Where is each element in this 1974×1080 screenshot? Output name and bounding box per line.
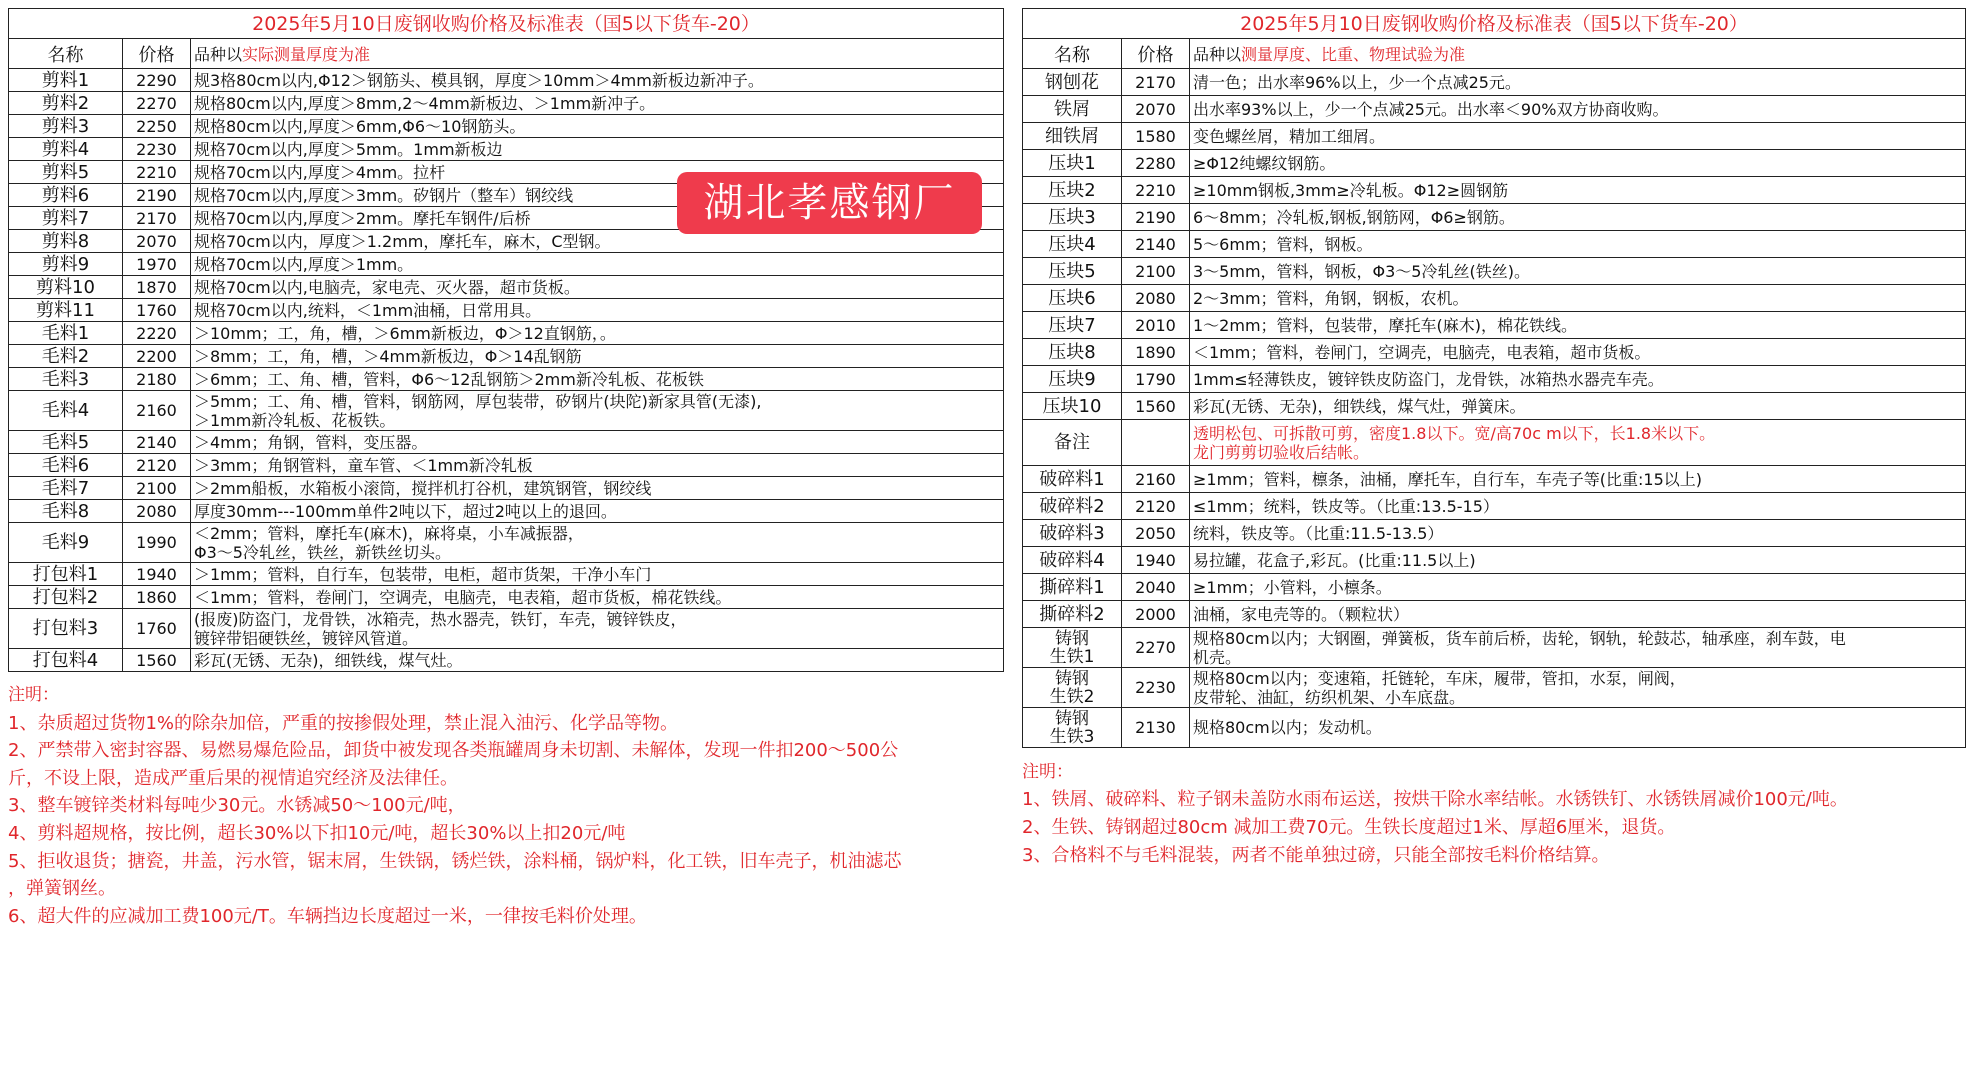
item-price: 2230: [1122, 668, 1190, 708]
item-name: 铸钢 生铁3: [1023, 708, 1122, 748]
desc-header: [191, 39, 1004, 69]
item-price: 1760: [123, 299, 191, 322]
table-row: [9, 276, 1004, 299]
item-description: 5～6mm；管料，钢板。: [1190, 231, 1966, 258]
item-description: ＜1mm；管料，卷闸门，空调壳，电脑壳，电表箱，超市货板。: [1190, 339, 1966, 366]
item-price: 2160: [123, 391, 191, 431]
item-description: ＞2mm船板，水箱板小滚筒，搅拌机打谷机，建筑钢管，钢绞线: [191, 477, 1004, 500]
note-line: 5、拒收退货；搪瓷，井盖，污水管，锯末屑，生铁锅，锈烂铁，涂料桶，锅炉料，化工铁，旧车壳子，机油滤芯: [8, 850, 902, 872]
item-name: 剪料3: [9, 115, 123, 138]
item-name: 压块9: [1023, 366, 1122, 393]
item-name: 破碎料4: [1023, 547, 1122, 574]
item-description: 规格70cm以内,厚度＞1mm。: [191, 253, 1004, 276]
item-price: 2270: [123, 92, 191, 115]
left-table-body: [9, 69, 1004, 672]
item-price: 2040: [1122, 574, 1190, 601]
item-price: 2200: [123, 345, 191, 368]
table-row: [1023, 601, 1966, 628]
item-name: 毛料4: [9, 391, 123, 431]
item-name: 剪料5: [9, 161, 123, 184]
table-row: [1023, 150, 1966, 177]
item-price: 2280: [1122, 150, 1190, 177]
item-name: 毛料2: [9, 345, 123, 368]
item-price: 1760: [123, 609, 191, 649]
item-description: 规格80cm以内；变速箱，托链轮，车床，履带，管扣，水泵，闸阀， 皮带轮、油缸，纺织机架、小车底盘。: [1190, 668, 1966, 708]
item-description: 易拉罐，花盒子,彩瓦。(比重:11.5以上): [1190, 547, 1966, 574]
item-name: 铸钢 生铁2: [1023, 668, 1122, 708]
item-price: 2140: [123, 431, 191, 454]
table-row: [1023, 339, 1966, 366]
item-description: 变色螺丝屑，精加工细屑。: [1190, 123, 1966, 150]
item-name: 剪料9: [9, 253, 123, 276]
item-name: 压块3: [1023, 204, 1122, 231]
item-name: 破碎料2: [1023, 493, 1122, 520]
item-price: 1990: [123, 523, 191, 563]
left-price-sheet: [8, 8, 1004, 930]
right-notes: [1022, 758, 1966, 870]
item-description: 2～3mm；管料，角钢，钢板，农机。: [1190, 285, 1966, 312]
item-price: 2130: [1122, 708, 1190, 748]
item-description: 透明松包、可拆散可剪，密度1.8以下。宽/高70c m以下，长1.8米以下。 龙门剪剪切验收后结帐。: [1190, 420, 1966, 466]
item-price: 1790: [1122, 366, 1190, 393]
item-name: 毛料7: [9, 477, 123, 500]
item-name: 剪料2: [9, 92, 123, 115]
table-row: [9, 649, 1004, 672]
item-price: 2120: [123, 454, 191, 477]
table-row: [1023, 366, 1966, 393]
item-description: 规格70cm以内,厚度＞2mm。摩托车钢件/后桥: [191, 207, 1004, 230]
item-price: 1970: [123, 253, 191, 276]
table-row: [1023, 520, 1966, 547]
table-row: [9, 454, 1004, 477]
item-name: 打包料4: [9, 649, 123, 672]
item-description: 厚度30mm---100mm单件2吨以下，超过2吨以上的退回。: [191, 500, 1004, 523]
item-price: 2230: [123, 138, 191, 161]
table-row: [1023, 177, 1966, 204]
item-name: 压块6: [1023, 285, 1122, 312]
item-name: 打包料1: [9, 563, 123, 586]
note-line: 3、合格料不与毛料混装，两者不能单独过磅，只能全部按毛料价格结算。: [1022, 845, 1610, 866]
item-name: 毛料1: [9, 322, 123, 345]
item-description: 规格70cm以内,电脑壳，家电壳、灭火器，超市货板。: [191, 276, 1004, 299]
item-price: 2270: [1122, 628, 1190, 668]
item-description: ≥10mm钢板,3mm≥冷轧板。Φ12≥圆钢筋: [1190, 177, 1966, 204]
table-row: [9, 69, 1004, 92]
note-line: 1、铁屑、破碎料、粒子钢未盖防水雨布运送，按烘干除水率结帐。水锈铁钉、水锈铁屑减价100元/吨。: [1022, 789, 1848, 810]
table-row: [1023, 393, 1966, 420]
table-row: [9, 92, 1004, 115]
item-description: ≥1mm；管料，檩条，油桶，摩托车，自行车，车壳子等(比重:15以上): [1190, 466, 1966, 493]
item-description: ＞8mm；工，角，槽，＞4mm新板边，Φ＞14乱钢筋: [191, 345, 1004, 368]
item-description: 出水率93%以上，少一个点减25元。出水率＜90%双方协商收购。: [1190, 96, 1966, 123]
item-price: 1560: [123, 649, 191, 672]
table-row: [9, 138, 1004, 161]
note-line: 1、杂质超过货物1%的除杂加倍，严重的按掺假处理，禁止混入油污、化学品等物。: [8, 712, 679, 734]
item-description: 彩瓦(无锈、无杂)，细铁线，煤气灶，弹簧床。: [1190, 393, 1966, 420]
item-name: 压块2: [1023, 177, 1122, 204]
desc-header-highlight: 测量厚度、比重、物理试验为准: [1241, 45, 1466, 64]
item-description: 彩瓦(无锈、无杂)，细铁线，煤气灶。: [191, 649, 1004, 672]
note-line: 6、超大件的应减加工费100元/T。车辆挡边长度超过一米，一律按毛料价处理。: [8, 905, 647, 927]
table-row: [1023, 493, 1966, 520]
item-price: 2050: [1122, 520, 1190, 547]
left-price-table: [8, 38, 1004, 672]
table-row: [1023, 204, 1966, 231]
price-header: 价格: [123, 39, 191, 69]
item-price: 1860: [123, 586, 191, 609]
item-price: 2010: [1122, 312, 1190, 339]
item-description: ＞10mm；工，角，槽，＞6mm新板边，Φ＞12直钢筋，。: [191, 322, 1004, 345]
item-price: 2080: [123, 500, 191, 523]
item-description: 1～2mm；管料，包装带，摩托车(麻木)，棉花铁线。: [1190, 312, 1966, 339]
item-name: 毛料5: [9, 431, 123, 454]
table-row: [1023, 285, 1966, 312]
item-price: 2120: [1122, 493, 1190, 520]
item-name: 毛料8: [9, 500, 123, 523]
table-row: [9, 563, 1004, 586]
item-price: 2290: [123, 69, 191, 92]
item-name: 细铁屑: [1023, 123, 1122, 150]
item-name: 毛料6: [9, 454, 123, 477]
item-name: 毛料3: [9, 368, 123, 391]
item-description: 规3格80cm以内,Φ12＞钢筋头、模具钢，厚度＞10mm＞4mm新板边新冲子。: [191, 69, 1004, 92]
item-description: 规格80cm以内,厚度＞8mm,2～4mm新板边、＞1mm新冲子。: [191, 92, 1004, 115]
item-description: 规格80cm以内；大钢圈，弹簧板，货车前后桥，齿轮，钢轨，轮鼓芯，轴承座，刹车鼓，电 机壳。: [1190, 628, 1966, 668]
item-description: 统料，铁皮等。（比重:11.5-13.5）: [1190, 520, 1966, 547]
item-name: 剪料4: [9, 138, 123, 161]
table-row: [9, 523, 1004, 563]
item-description: 规格70cm以内,厚度＞5mm。1mm新板边: [191, 138, 1004, 161]
item-description: ≥Φ12纯螺纹钢筋。: [1190, 150, 1966, 177]
right-price-table: [1022, 38, 1966, 748]
left-table-header: [9, 39, 1004, 69]
table-row: [1023, 312, 1966, 339]
item-price: 2190: [123, 184, 191, 207]
table-row: [1023, 123, 1966, 150]
table-row: [9, 368, 1004, 391]
item-name: 剪料10: [9, 276, 123, 299]
item-description: ≥1mm；小管料，小檩条。: [1190, 574, 1966, 601]
table-row: [9, 391, 1004, 431]
item-price: [1122, 420, 1190, 466]
name-header: 名称: [1023, 39, 1122, 69]
item-price: 2100: [123, 477, 191, 500]
name-header: 名称: [9, 39, 123, 69]
item-price: 2180: [123, 368, 191, 391]
table-row: [1023, 574, 1966, 601]
item-price: 2170: [1122, 69, 1190, 96]
item-name: 撕碎料2: [1023, 601, 1122, 628]
item-price: 2000: [1122, 601, 1190, 628]
item-name: 打包料3: [9, 609, 123, 649]
note-line: ，弹簧钢丝。: [8, 878, 116, 900]
left-notes: [8, 682, 1004, 930]
item-name: 备注: [1023, 420, 1122, 466]
item-description: 规格70cm以内,厚度＞4mm。拉杆: [191, 161, 1004, 184]
item-name: 压块1: [1023, 150, 1122, 177]
item-description: (报废)防盗门，龙骨铁，冰箱壳，热水器壳，铁钉，车壳，镀锌铁皮， 镀锌带铝硬铁丝，镀锌风管道。: [191, 609, 1004, 649]
item-description: ＞5mm；工、角、槽，管料，钢筋网，厚包装带，矽钢片(块陀)新家具管(无漆), ＞1mm新冷轧板、花板铁。: [191, 391, 1004, 431]
table-row: [9, 586, 1004, 609]
item-name: 剪料1: [9, 69, 123, 92]
item-price: 1940: [123, 563, 191, 586]
note-line: 2、生铁、铸钢超过80cm 减加工费70元。生铁长度超过1米、厚超6厘米，退货。: [1022, 817, 1676, 838]
item-name: 钢刨花: [1023, 69, 1122, 96]
item-price: 2140: [1122, 231, 1190, 258]
item-price: 1940: [1122, 547, 1190, 574]
left-notes-label: 注明：: [8, 685, 59, 705]
item-price: 2070: [1122, 96, 1190, 123]
item-name: 压块7: [1023, 312, 1122, 339]
item-price: 2080: [1122, 285, 1190, 312]
item-name: 压块10: [1023, 393, 1122, 420]
item-price: 2190: [1122, 204, 1190, 231]
item-price: 2210: [123, 161, 191, 184]
item-price: 2170: [123, 207, 191, 230]
item-name: 压块8: [1023, 339, 1122, 366]
item-name: 剪料11: [9, 299, 123, 322]
table-row: [1023, 466, 1966, 493]
item-name: 剪料6: [9, 184, 123, 207]
table-row: [9, 477, 1004, 500]
desc-header-prefix: 品种以: [194, 45, 243, 64]
right-notes-label: 注明：: [1022, 762, 1073, 782]
table-row: [9, 322, 1004, 345]
item-name: 撕碎料1: [1023, 574, 1122, 601]
note-line: 2、严禁带入密封容器、易燃易爆危险品，卸货中被发现各类瓶罐周身未切割、未解体，发现一件扣200～500公: [8, 740, 899, 762]
table-row: [1023, 547, 1966, 574]
item-description: ≤1mm；统料，铁皮等。（比重:13.5-15）: [1190, 493, 1966, 520]
table-row: [9, 115, 1004, 138]
item-name: 毛料9: [9, 523, 123, 563]
table-row: [1023, 96, 1966, 123]
item-name: 铁屑: [1023, 96, 1122, 123]
note-line: 4、剪料超规格，按比例，超长30%以下扣10元/吨，超长30%以上扣20元/吨: [8, 822, 626, 844]
item-description: 清一色；出水率96%以上，少一个点减25元。: [1190, 69, 1966, 96]
left-sheet-title: 2025年5月10日废钢收购价格及标准表（国5以下货车-20）: [8, 8, 1004, 38]
item-price: 2070: [123, 230, 191, 253]
item-description: 规格70cm以内,统料，＜1mm油桶，日常用具。: [191, 299, 1004, 322]
item-price: 1560: [1122, 393, 1190, 420]
item-price: 1580: [1122, 123, 1190, 150]
item-description: ＜1mm；管料，卷闸门，空调壳，电脑壳，电表箱，超市货板，棉花铁线。: [191, 586, 1004, 609]
item-name: 打包料2: [9, 586, 123, 609]
item-description: 规格70cm以内,厚度＞3mm。矽钢片（整车）钢绞线: [191, 184, 1004, 207]
item-description: 规格80cm以内；发动机。: [1190, 708, 1966, 748]
item-name: 压块4: [1023, 231, 1122, 258]
table-row: [1023, 69, 1966, 96]
item-description: ＞3mm；角钢管料，童车管、＜1mm新冷轧板: [191, 454, 1004, 477]
item-description: 6～8mm；冷轧板,钢板,钢筋网，Φ6≥钢筋。: [1190, 204, 1966, 231]
item-name: 压块5: [1023, 258, 1122, 285]
table-row: [9, 431, 1004, 454]
right-table-body: [1023, 69, 1966, 748]
item-description: ＞1mm；管料，自行车，包装带，电柜，超市货架，干净小车门: [191, 563, 1004, 586]
table-row: [1023, 708, 1966, 748]
right-table-header: [1023, 39, 1966, 69]
desc-header: [1190, 39, 1966, 69]
item-description: 油桶，家电壳等的。（颗粒状）: [1190, 601, 1966, 628]
item-price: 1870: [123, 276, 191, 299]
right-price-sheet: [1022, 8, 1966, 870]
item-description: ＞4mm；角钢，管料，变压器。: [191, 431, 1004, 454]
item-price: 1890: [1122, 339, 1190, 366]
item-price: 2160: [1122, 466, 1190, 493]
table-row: [9, 345, 1004, 368]
item-description: ＞6mm；工、角、槽，管料，Φ6～12乱钢筋＞2mm新冷轧板、花板铁: [191, 368, 1004, 391]
desc-header-prefix: 品种以: [1193, 45, 1242, 64]
item-price: 2220: [123, 322, 191, 345]
item-name: 剪料7: [9, 207, 123, 230]
table-row: [1023, 668, 1966, 708]
note-line: 3、整车镀锌类材料每吨少30元。水锈减50～100元/吨，: [8, 795, 466, 817]
item-price: 2210: [1122, 177, 1190, 204]
table-row: [9, 500, 1004, 523]
right-sheet-title: 2025年5月10日废钢收购价格及标准表（国5以下货车-20）: [1022, 8, 1966, 38]
table-row: [1023, 231, 1966, 258]
item-description: ＜2mm；管料，摩托车(麻木)，麻将桌，小车减振器， Φ3～5冷轧丝，铁丝，新铁丝切头。: [191, 523, 1004, 563]
item-price: 2250: [123, 115, 191, 138]
item-name: 铸钢 生铁1: [1023, 628, 1122, 668]
table-row: [1023, 258, 1966, 285]
item-description: 规格70cm以内，厚度＞1.2mm，摩托车，麻木，C型钢。: [191, 230, 1004, 253]
item-name: 破碎料1: [1023, 466, 1122, 493]
note-line: 斤，不设上限，造成严重后果的视情追究经济及法律任。: [8, 767, 458, 789]
item-description: 3～5mm，管料，钢板，Φ3～5冷轧丝(铁丝)。: [1190, 258, 1966, 285]
table-row: [9, 299, 1004, 322]
item-description: 1mm≤轻薄铁皮，镀锌铁皮防盗门，龙骨铁，冰箱热水器壳车壳。: [1190, 366, 1966, 393]
item-description: 规格80cm以内,厚度＞6mm,Φ6～10钢筋头。: [191, 115, 1004, 138]
remark-row: [1023, 420, 1966, 466]
price-header: 价格: [1122, 39, 1190, 69]
table-row: [9, 253, 1004, 276]
item-name: 剪料8: [9, 230, 123, 253]
item-name: 破碎料3: [1023, 520, 1122, 547]
watermark-stamp: 湖北孝感钢厂: [677, 172, 982, 234]
table-row: [9, 609, 1004, 649]
item-price: 2100: [1122, 258, 1190, 285]
desc-header-highlight: 实际测量厚度为准: [242, 45, 371, 64]
table-row: [1023, 628, 1966, 668]
